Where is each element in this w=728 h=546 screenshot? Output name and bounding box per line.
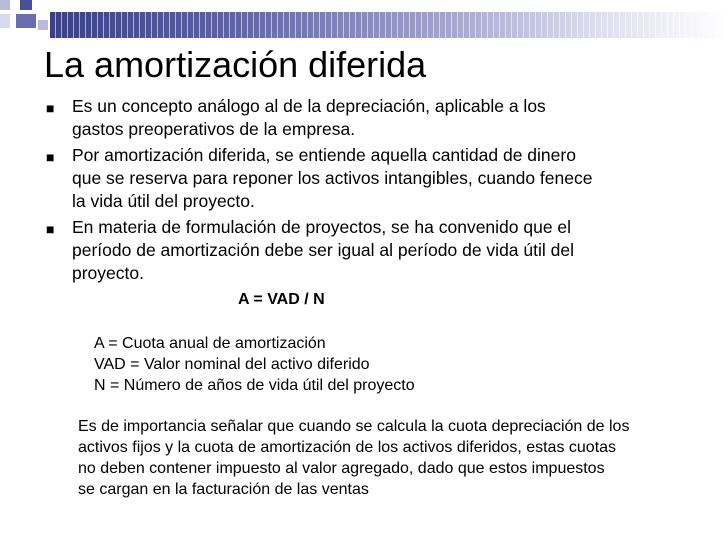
slide-title: La amortización diferida [44,44,427,85]
bullet-line: que se reserva para reponer los activos intangibles, cuando fenece [72,168,593,188]
header-gradient-band [50,12,728,38]
bullet-line: la vida útil del proyecto. [72,191,255,211]
bullet-list [46,95,686,288]
bullet-line: proyecto. [72,263,144,283]
square-bullet-icon: ■ [46,149,55,165]
bullet-line: período de amortización debe ser igual al período de vida útil del [72,240,574,260]
bullet-line: En materia de formulación de proyectos, se ha convenido que el [72,217,572,237]
square-bullet-icon: ■ [46,221,55,237]
bullet-item [46,144,686,213]
square-bullet-icon: ■ [46,100,55,116]
decor-square [38,20,48,30]
bullet-item [46,216,686,285]
bullet-item [46,95,686,141]
formula: A = VAD / N [238,291,325,308]
note-line: no deben contener impuesto al valor agregado, dado que estos impuestos [78,460,605,477]
note-line: activos fijos y la cuota de amortización de los activos diferidos, estas cuotas [78,439,617,456]
bullet-line: Es un concepto análogo al de la depreciación, aplicable a los [72,96,546,116]
decor-square [0,0,10,10]
definition-line: VAD = Valor nominal del activo diferido [94,356,370,373]
definition-line: A = Cuota anual de amortización [94,335,326,352]
formula-definitions [94,333,415,396]
decor-square [16,14,36,28]
bullet-line: Por amortización diferida, se entiende aquella cantidad de dinero [72,145,576,165]
definition-line: N = Número de años de vida útil del proyecto [94,377,415,394]
note-line: Es de importancia señalar que cuando se calcula la cuota depreciación de los [78,418,630,435]
decor-square [0,14,10,28]
decor-square [20,0,32,10]
bullet-line: gastos preoperativos de la empresa. [72,119,356,139]
note-line: se cargan en la facturación de las ventas [78,481,369,498]
note-paragraph [78,416,718,500]
